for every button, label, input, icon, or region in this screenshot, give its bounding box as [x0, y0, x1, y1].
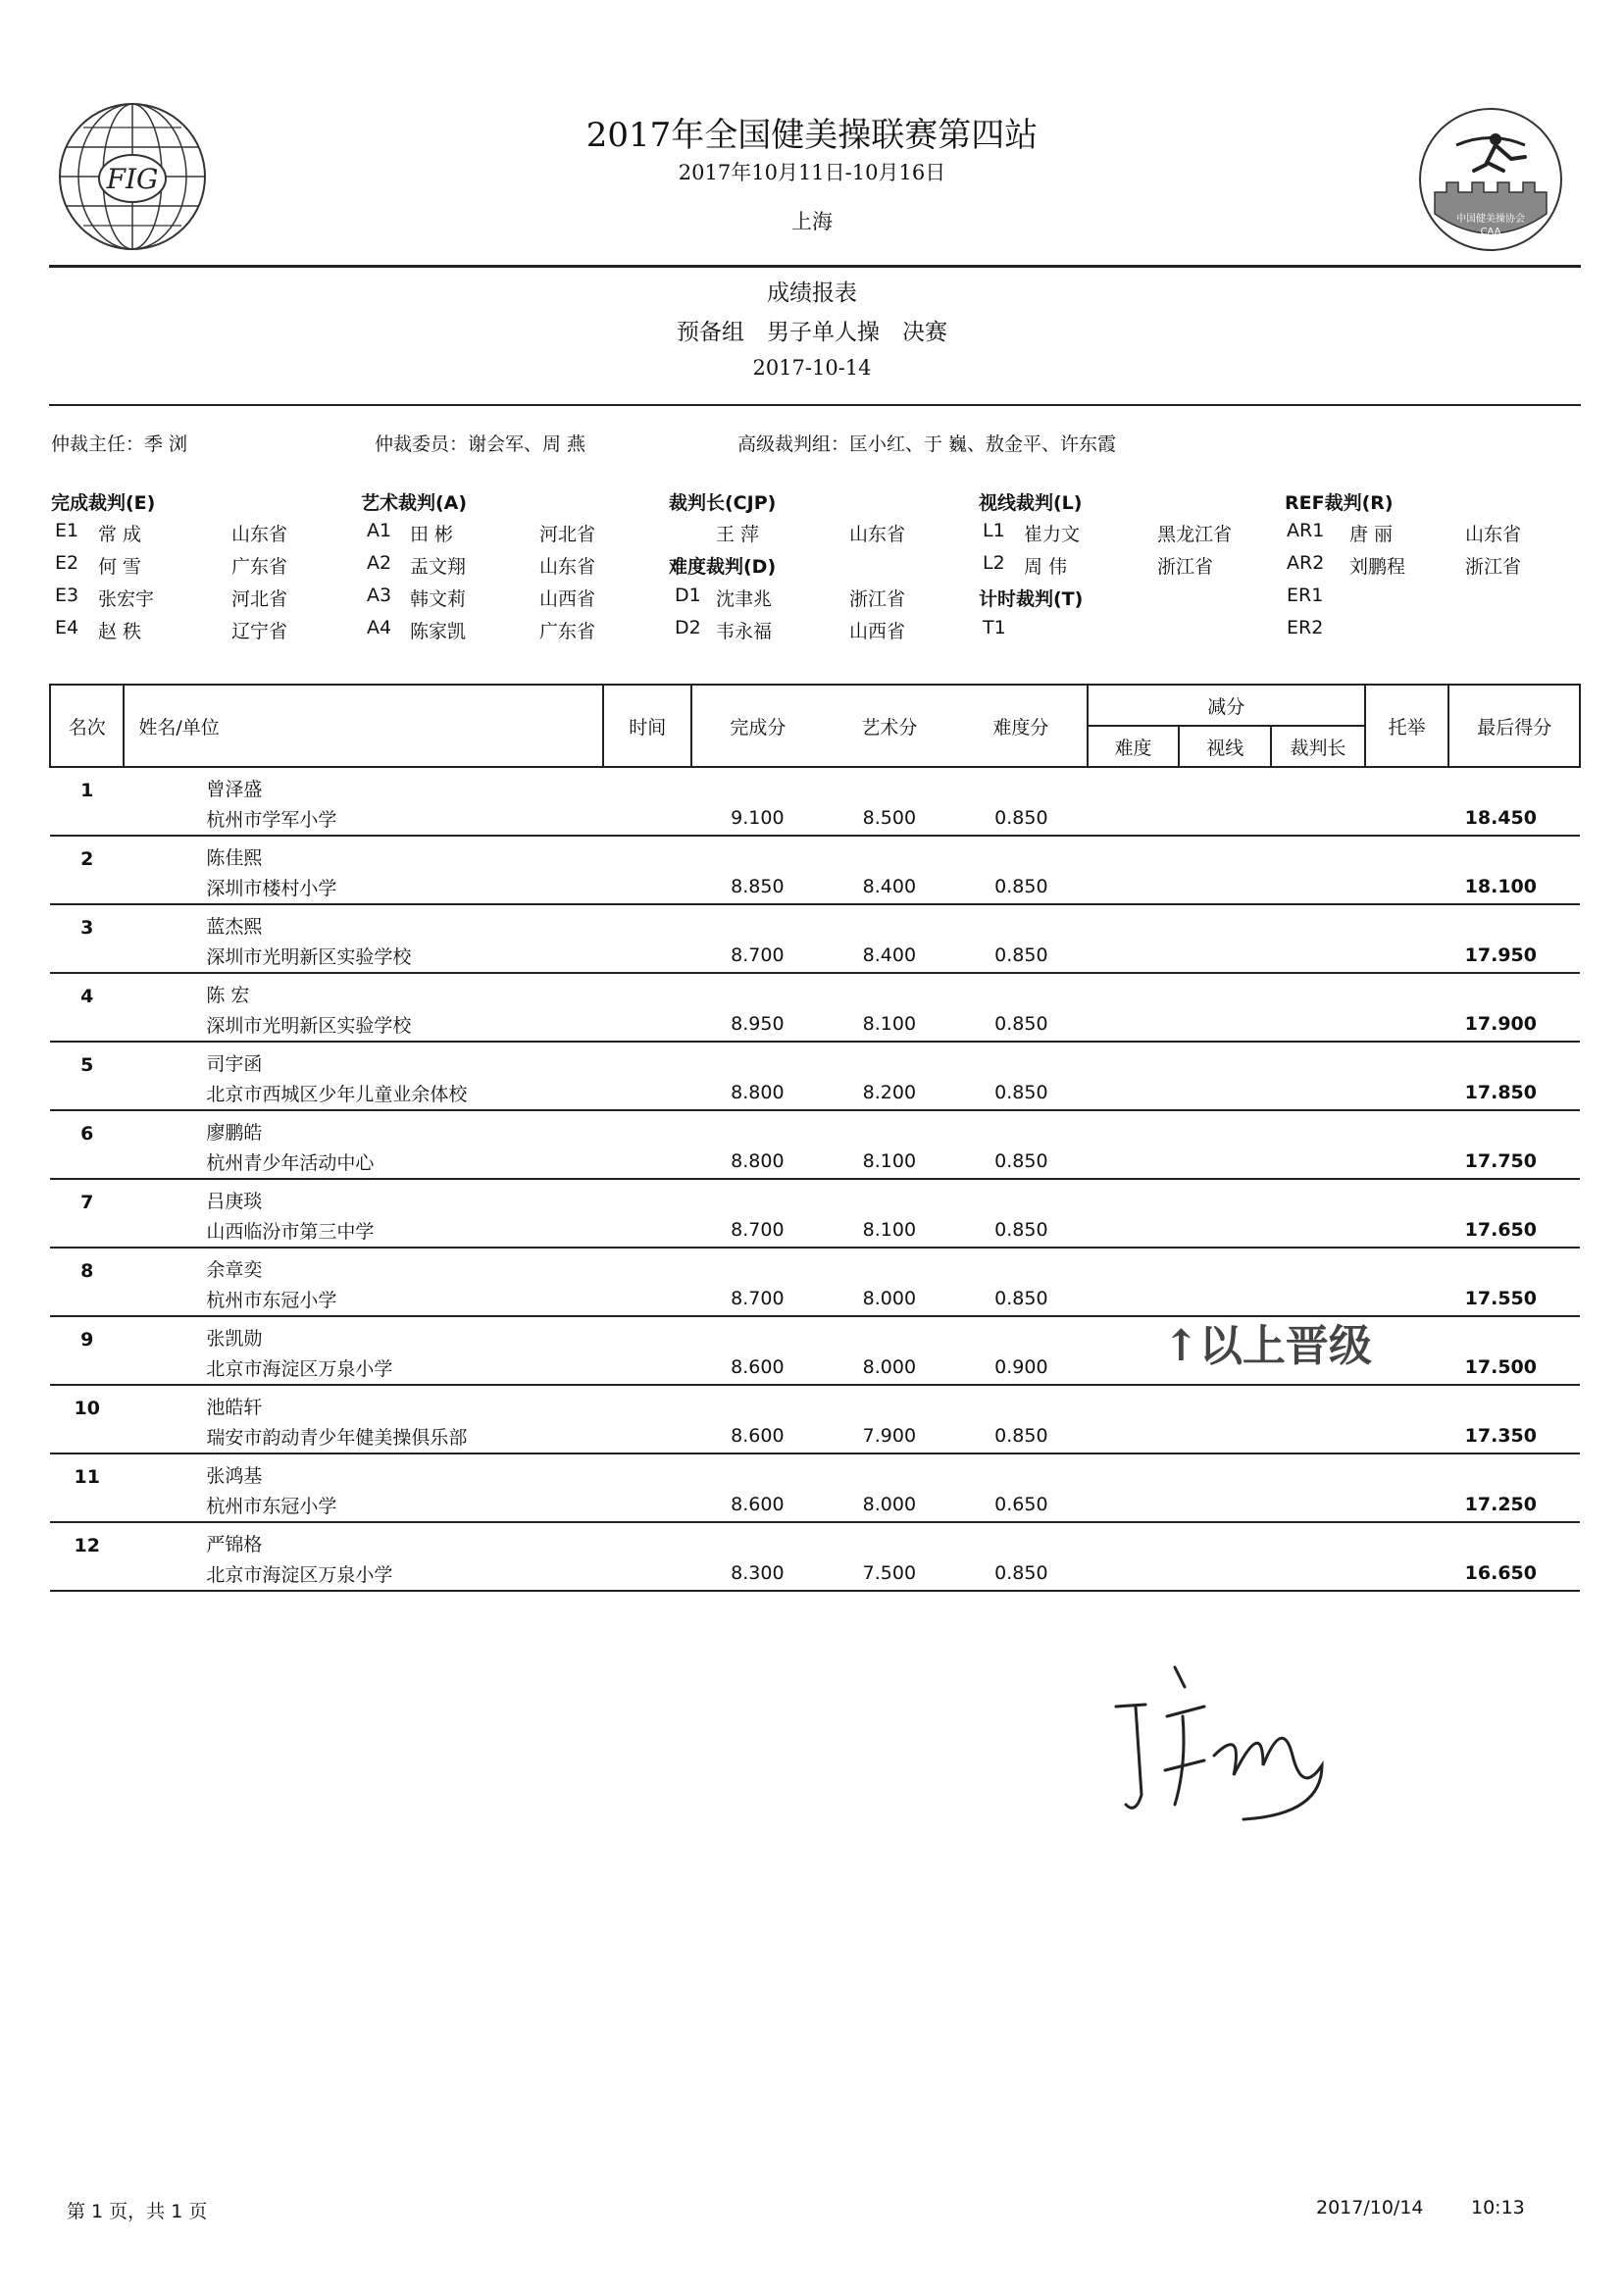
athlete-unit: 深圳市光明新区实验学校	[124, 939, 603, 973]
table-row	[50, 939, 1580, 973]
diff-score: 0.850	[955, 1145, 1088, 1179]
svg-text:中国健美操协会: 中国健美操协会	[1456, 214, 1525, 225]
table-row	[50, 1248, 1580, 1282]
judge-code: L2	[983, 552, 1005, 574]
diff-score: 0.850	[955, 1282, 1088, 1316]
art-judges-header: 艺术裁判(A)	[361, 492, 468, 514]
print-date: 2017/10/14	[1316, 2197, 1424, 2218]
judge-name: 沈聿兆	[716, 588, 773, 610]
diff-score: 0.850	[955, 1419, 1088, 1453]
judge-province: 山东省	[231, 524, 288, 545]
judge-name: 周 伟	[1024, 556, 1068, 578]
judge-name: 赵 秩	[98, 621, 142, 642]
judge-code: AR2	[1287, 552, 1325, 574]
report-divider	[49, 404, 1581, 406]
athlete-name: 张鸿基	[206, 1465, 263, 1487]
diff-score: 0.900	[955, 1351, 1088, 1385]
exec-score: 8.950	[691, 1007, 824, 1042]
final-score: 18.100	[1448, 870, 1580, 904]
athlete-name: 池皓轩	[206, 1397, 263, 1418]
final-score: 16.650	[1448, 1556, 1580, 1591]
athlete-unit: 北京市海淀区万泉小学	[124, 1351, 603, 1385]
time-judges-header: 计时裁判(T)	[979, 588, 1084, 610]
art-score: 8.400	[824, 870, 956, 904]
report-date: 2017-10-14	[752, 356, 872, 380]
final-score: 17.850	[1448, 1076, 1580, 1110]
exec-score: 8.700	[691, 1282, 824, 1316]
col-name: 姓名/单位	[124, 685, 603, 767]
rank: 12	[74, 1535, 100, 1556]
rank: 10	[74, 1398, 100, 1419]
committee-names: 谢会军、周 燕	[468, 433, 586, 455]
table-row	[50, 904, 1580, 939]
table-row	[50, 1453, 1580, 1488]
judge-name: 唐 丽	[1349, 524, 1394, 545]
final-score: 17.250	[1448, 1488, 1580, 1522]
rank: 3	[80, 917, 94, 939]
judge-code: E1	[55, 520, 79, 541]
senior-judges	[737, 430, 1116, 456]
judge-province: 辽宁省	[231, 621, 288, 642]
event-title: 2017年全国健美操联赛第四站	[585, 116, 1039, 155]
exec-score: 8.600	[691, 1488, 824, 1522]
athlete-unit: 山西临汾市第三中学	[124, 1213, 603, 1248]
col-rank: 名次	[50, 685, 124, 767]
judge-name: 常 成	[98, 524, 142, 545]
art-score: 8.100	[824, 1007, 956, 1042]
rank: 9	[80, 1329, 94, 1351]
time-judge-code: T1	[983, 617, 1006, 638]
final-score: 17.550	[1448, 1282, 1580, 1316]
judge-code: ER2	[1287, 617, 1324, 638]
art-score: 8.000	[824, 1282, 956, 1316]
art-score: 8.100	[824, 1145, 956, 1179]
athlete-name: 蓝杰熙	[206, 916, 263, 938]
athlete-unit: 北京市海淀区万泉小学	[124, 1556, 603, 1591]
rank: 11	[74, 1466, 100, 1488]
judge-name: 王 萍	[716, 524, 760, 545]
chief-arbiter	[51, 430, 187, 456]
table-row	[50, 870, 1580, 904]
committee-label: 仲裁委员：	[375, 433, 469, 455]
senior-names: 匡小红、于 巍、敖金平、许东霞	[849, 433, 1117, 455]
print-time: 10:13	[1471, 2197, 1525, 2218]
chief-name: 季 浏	[144, 433, 188, 455]
final-score: 17.650	[1448, 1213, 1580, 1248]
exec-score: 8.700	[691, 1213, 824, 1248]
athlete-unit: 杭州市学军小学	[124, 801, 603, 836]
judge-code: D1	[675, 585, 701, 606]
col-art: 艺术分	[824, 685, 956, 767]
athlete-unit: 深圳市光明新区实验学校	[124, 1007, 603, 1042]
diff-score: 0.650	[955, 1488, 1088, 1522]
col-exec: 完成分	[691, 685, 824, 767]
table-row	[50, 1213, 1580, 1248]
art-score: 7.900	[824, 1419, 956, 1453]
judge-province: 浙江省	[1157, 556, 1214, 578]
judge-name: 盂文翔	[410, 556, 467, 578]
exec-score: 9.100	[691, 801, 824, 836]
judge-code: A1	[367, 520, 392, 541]
exec-score: 8.700	[691, 939, 824, 973]
judge-name: 韦永福	[716, 621, 773, 642]
table-row	[50, 1419, 1580, 1453]
ref-judges-header: REF裁判(R)	[1285, 492, 1394, 514]
table-row	[50, 1110, 1580, 1145]
athlete-name: 吕庚琰	[206, 1191, 263, 1212]
judge-province: 河北省	[539, 524, 596, 545]
athlete-name: 张凯勋	[206, 1328, 263, 1350]
table-row	[50, 1076, 1580, 1110]
final-score: 17.500	[1448, 1351, 1580, 1385]
svg-text:CAA: CAA	[1480, 227, 1501, 237]
art-score: 8.200	[824, 1076, 956, 1110]
art-score: 7.500	[824, 1556, 956, 1591]
judge-province: 黑龙江省	[1157, 524, 1233, 545]
diff-score: 0.850	[955, 801, 1088, 836]
table-row	[50, 1042, 1580, 1076]
table-row	[50, 1179, 1580, 1213]
header-divider	[49, 265, 1581, 268]
judge-code: L1	[983, 520, 1005, 541]
annotation-text: 以上晋级	[1198, 1321, 1372, 1371]
event-dates: 2017年10月11日-10月16日	[678, 161, 946, 184]
table-row	[50, 801, 1580, 836]
table-row	[50, 1556, 1580, 1591]
table-row	[50, 1385, 1580, 1419]
cjp-header: 裁判长(CJP)	[669, 492, 777, 514]
art-score: 8.100	[824, 1213, 956, 1248]
col-diff: 难度分	[955, 685, 1088, 767]
athlete-unit: 深圳市楼村小学	[124, 870, 603, 904]
qualified-annotation	[1163, 1310, 1372, 1373]
event-city: 上海	[791, 210, 833, 233]
diff-score: 0.850	[955, 1076, 1088, 1110]
judge-province: 山东省	[849, 524, 906, 545]
col-final: 最后得分	[1448, 685, 1580, 767]
athlete-unit: 杭州青少年活动中心	[124, 1145, 603, 1179]
judge-province: 山西省	[539, 588, 596, 610]
rank: 1	[80, 780, 94, 801]
athlete-unit: 北京市西城区少年儿童业余体校	[124, 1076, 603, 1110]
rank: 5	[80, 1054, 94, 1076]
athlete-name: 司宇函	[206, 1053, 263, 1075]
table-row	[50, 1488, 1580, 1522]
judge-code: E4	[55, 617, 79, 638]
athlete-name: 余章奕	[206, 1259, 263, 1281]
rank: 6	[80, 1123, 94, 1145]
judge-code: ER1	[1287, 585, 1324, 606]
results-table	[49, 684, 1581, 1592]
diff-score: 0.850	[955, 870, 1088, 904]
judge-code: A4	[367, 617, 392, 638]
col-deductions: 减分	[1088, 685, 1365, 726]
exec-score: 8.600	[691, 1419, 824, 1453]
athlete-name: 曾泽盛	[206, 779, 263, 800]
arrow-up-icon: ↑	[1163, 1321, 1199, 1371]
judge-name: 韩文莉	[410, 588, 467, 610]
chief-label: 仲裁主任：	[51, 433, 145, 455]
art-score: 8.000	[824, 1488, 956, 1522]
athlete-name: 陈佳熙	[206, 847, 263, 869]
judge-name: 崔力文	[1024, 524, 1081, 545]
col-ded-line: 视线	[1179, 726, 1271, 767]
svg-text:FIG: FIG	[106, 163, 159, 195]
col-time: 时间	[603, 685, 691, 767]
table-row	[50, 836, 1580, 870]
table-row	[50, 767, 1580, 801]
judge-province: 浙江省	[1465, 556, 1522, 578]
judge-code: A3	[367, 585, 392, 606]
judge-code: AR1	[1287, 520, 1325, 541]
athlete-name: 严锦格	[206, 1534, 263, 1555]
diff-score: 0.850	[955, 1007, 1088, 1042]
table-row	[50, 1007, 1580, 1042]
table-row	[50, 1145, 1580, 1179]
diff-score: 0.850	[955, 939, 1088, 973]
judge-code: E2	[55, 552, 79, 574]
exec-score: 8.850	[691, 870, 824, 904]
table-row	[50, 1522, 1580, 1556]
athlete-name: 廖鹏皓	[206, 1122, 263, 1144]
col-ded-diff: 难度	[1088, 726, 1180, 767]
judge-code: A2	[367, 552, 392, 574]
final-score: 17.750	[1448, 1145, 1580, 1179]
final-score: 17.900	[1448, 1007, 1580, 1042]
page-number: 第 1 页，共 1 页	[67, 2201, 208, 2222]
rank: 8	[80, 1260, 94, 1282]
athlete-unit: 杭州市东冠小学	[124, 1488, 603, 1522]
judge-name: 陈家凯	[410, 621, 467, 642]
exec-judges-header: 完成裁判(E)	[51, 492, 156, 514]
col-lift: 托举	[1365, 685, 1449, 767]
exec-score: 8.800	[691, 1076, 824, 1110]
judge-name: 何 雪	[98, 556, 142, 578]
arbitration-committee	[375, 430, 585, 456]
judge-name: 田 彬	[410, 524, 454, 545]
signature	[1096, 1648, 1342, 1844]
judge-name: 张宏宇	[98, 588, 155, 610]
art-score: 8.000	[824, 1351, 956, 1385]
rank: 7	[80, 1192, 94, 1213]
judge-name: 刘鹏程	[1349, 556, 1406, 578]
athlete-unit: 瑞安市韵动青少年健美操俱乐部	[124, 1419, 603, 1453]
rank: 2	[80, 848, 94, 870]
judge-province: 广东省	[539, 621, 596, 642]
athlete-name: 陈 宏	[206, 985, 250, 1006]
report-category: 预备组 男子单人操 决赛	[677, 320, 947, 345]
judge-province: 浙江省	[849, 588, 906, 610]
judge-province: 山西省	[849, 621, 906, 642]
final-score: 18.450	[1448, 801, 1580, 836]
judge-province: 山东省	[539, 556, 596, 578]
line-judges-header: 视线裁判(L)	[979, 492, 1083, 514]
exec-score: 8.800	[691, 1145, 824, 1179]
judge-code: D2	[675, 617, 701, 638]
diff-score: 0.850	[955, 1213, 1088, 1248]
table-row	[50, 973, 1580, 1007]
judge-province: 山东省	[1465, 524, 1522, 545]
exec-score: 8.600	[691, 1351, 824, 1385]
exec-score: 8.300	[691, 1556, 824, 1591]
final-score: 17.350	[1448, 1419, 1580, 1453]
art-score: 8.500	[824, 801, 956, 836]
art-score: 8.400	[824, 939, 956, 973]
athlete-unit: 杭州市东冠小学	[124, 1282, 603, 1316]
final-score: 17.950	[1448, 939, 1580, 973]
rank: 4	[80, 986, 94, 1007]
col-ded-cjp: 裁判长	[1271, 726, 1365, 767]
senior-label: 高级裁判组：	[737, 433, 850, 455]
diff-judges-header: 难度裁判(D)	[669, 556, 777, 578]
judge-code: E3	[55, 585, 79, 606]
judge-province: 广东省	[231, 556, 288, 578]
diff-score: 0.850	[955, 1556, 1088, 1591]
judge-province: 河北省	[231, 588, 288, 610]
report-heading: 成绩报表	[767, 280, 857, 306]
